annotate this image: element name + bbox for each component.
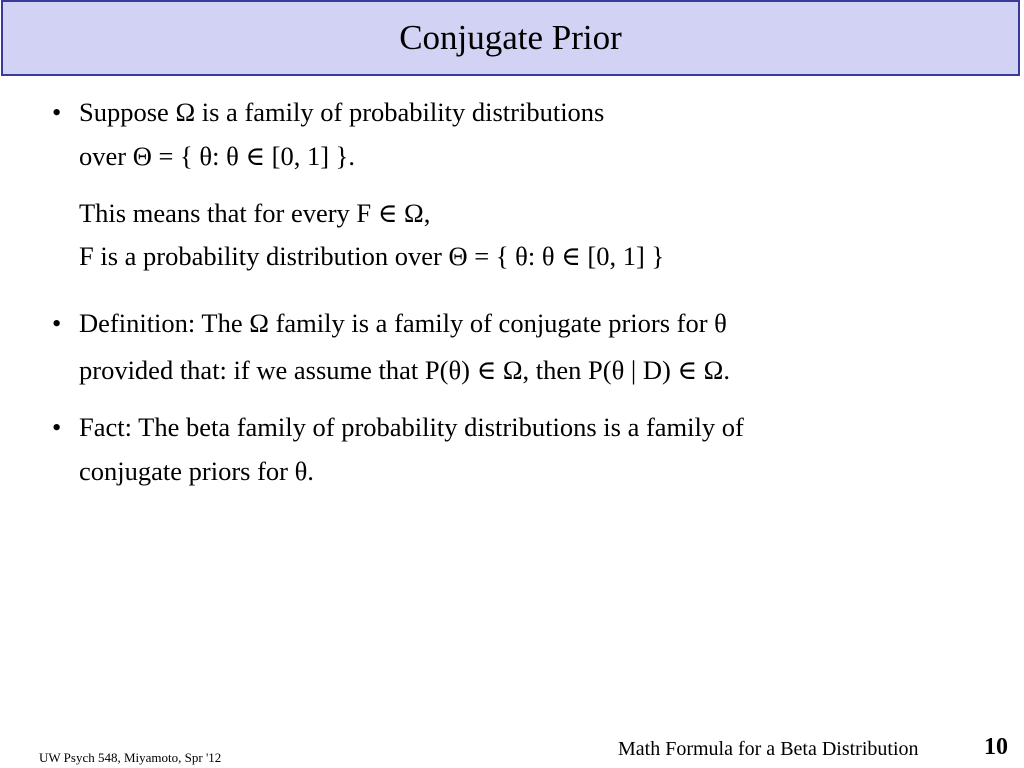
page-number: 10: [984, 734, 1008, 760]
bullet-1-continuation-2: F is a probability distribution over Θ = { θ: θ ∈ [0, 1] }: [79, 241, 665, 271]
footer-topic: Math Formula for a Beta Distribution: [618, 738, 919, 760]
bullet-1-continuation-1: This means that for every F ∈ Ω,: [79, 198, 431, 228]
bullet-2-line-1: Definition: The Ω family is a family of conjugate priors for θ: [79, 308, 727, 338]
slide-title: Conjugate Prior: [399, 17, 622, 57]
bullet-3-line-1: Fact: The beta family of probability distributions is a family of: [79, 412, 744, 442]
bullet-1-marker: •: [52, 97, 62, 127]
bullet-3-marker: •: [52, 412, 62, 442]
bullet-1-line-2: over Θ = { θ: θ ∈ [0, 1] }.: [79, 141, 355, 171]
title-bar: [1, 0, 1020, 76]
bullet-2-line-2: provided that: if we assume that P(θ) ∈ Ω, then P(θ | D) ∈ Ω.: [79, 355, 730, 385]
bullet-3-line-2: conjugate priors for θ.: [79, 456, 314, 486]
bullet-2-marker: •: [52, 308, 62, 338]
bullet-1-line-1: Suppose Ω is a family of probability distributions: [79, 97, 605, 127]
footer-course: UW Psych 548, Miyamoto, Spr '12: [39, 750, 222, 765]
